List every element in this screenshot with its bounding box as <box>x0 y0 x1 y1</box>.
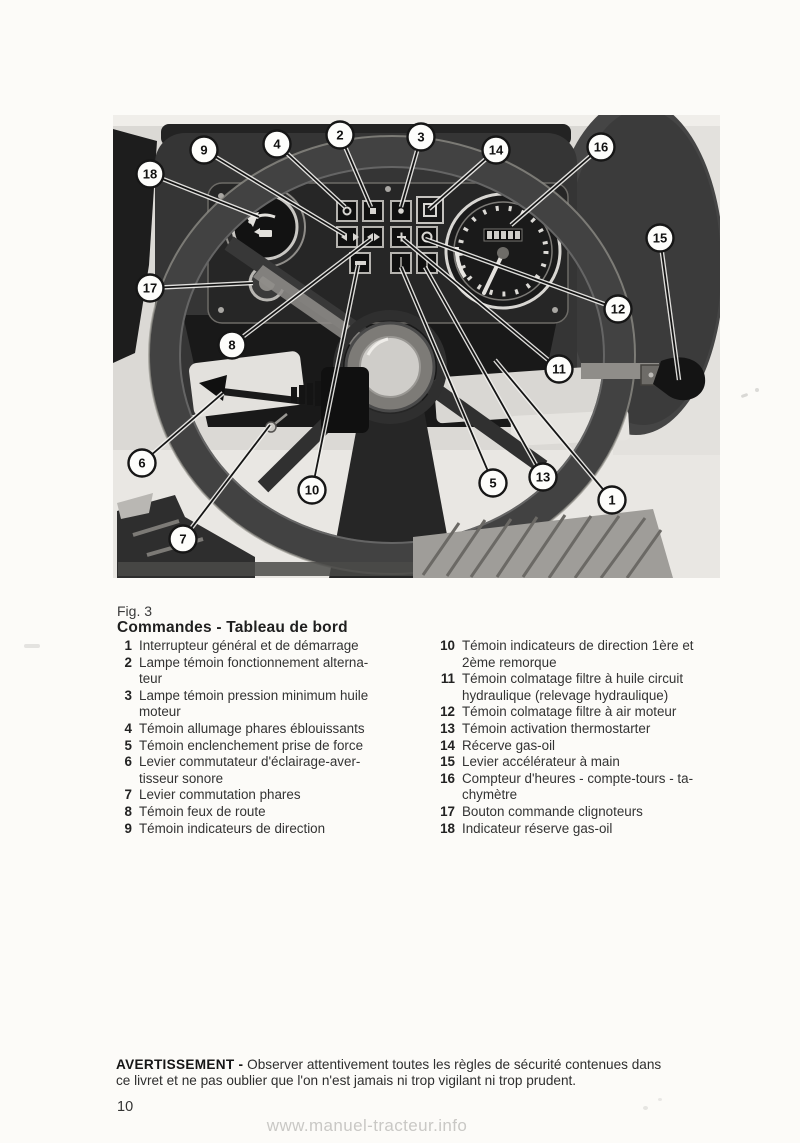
legend-item-text: Témoin indicateurs de direction 1ère et 2ème remorque <box>462 638 694 670</box>
legend-item-number: 9 <box>124 820 132 836</box>
figure-caption: Fig. 3 <box>117 603 153 619</box>
legend-item <box>433 638 735 671</box>
legend-item-text: Levier accélérateur à main <box>462 754 620 770</box>
callout-number: 7 <box>179 531 187 547</box>
callout-number: 16 <box>593 139 609 155</box>
callout-number: 14 <box>488 142 504 158</box>
legend-item-number: 17 <box>440 803 455 819</box>
callout-number: 5 <box>489 475 497 491</box>
scan-smudge <box>755 388 759 392</box>
legend-item-number: 18 <box>440 820 455 836</box>
legend-item <box>117 738 419 755</box>
legend-item-text: Témoin colmatage filtre à air moteur <box>462 704 677 720</box>
callout-number: 12 <box>610 301 626 317</box>
legend-item-number: 7 <box>124 787 132 803</box>
legend-item-text: Lampe témoin fonctionnement alterna- teur <box>139 654 369 687</box>
legend-item-text: Indicateur réserve gas-oil <box>462 820 613 836</box>
callout-number: 6 <box>138 455 146 471</box>
legend-column-right <box>433 638 735 837</box>
legend-item-text: Compteur d'heures - compte-tours - ta- chymètre <box>462 770 694 803</box>
legend-item-text: Levier commutation phares <box>139 787 301 803</box>
callout-number: 3 <box>417 129 425 145</box>
legend-item-text: Interrupteur général et de démarrage <box>139 638 359 653</box>
callout-number: 17 <box>142 280 158 296</box>
legend-item <box>433 738 735 755</box>
legend-item <box>433 771 735 804</box>
legend-item-text: Témoin indicateurs de direction <box>139 820 326 836</box>
legend-item-number: 8 <box>124 803 132 819</box>
legend-item-number: 14 <box>440 737 455 753</box>
legend-column-left <box>117 638 419 837</box>
warning-line1: Observer attentivement toutes les règles de sécurité contenues dans <box>243 1056 662 1072</box>
legend-item-text: Levier commutateur d'éclairage-aver- tisseur sonore <box>139 754 361 786</box>
legend-item-number: 15 <box>440 754 455 770</box>
legend-item <box>433 704 735 721</box>
legend-item-text: Lampe témoin pression minimum huile moteur <box>139 687 369 720</box>
scan-smudge <box>658 1098 662 1101</box>
warning-label: AVERTISSEMENT - <box>116 1056 244 1072</box>
legend-item-text: Témoin allumage phares éblouissants <box>139 720 365 736</box>
callout-number: 18 <box>142 166 158 182</box>
legend-item-number: 1 <box>124 638 132 653</box>
callout-number: 8 <box>228 337 236 353</box>
legend-item-text: Témoin feux de route <box>139 803 266 819</box>
legend-item-number: 3 <box>124 687 132 703</box>
legend-item-text: Bouton commande clignoteurs <box>462 803 643 819</box>
legend-item <box>117 688 419 721</box>
legend-item-number: 13 <box>440 720 455 736</box>
callout-number: 2 <box>336 127 344 143</box>
legend-item-number: 5 <box>124 737 132 753</box>
figure-title: Commandes - Tableau de bord <box>117 619 348 636</box>
scan-smudge <box>643 1106 648 1110</box>
legend-item <box>433 671 735 704</box>
legend-item-text: Témoin enclenchement prise de force <box>139 737 364 753</box>
callout-number: 4 <box>273 136 281 152</box>
scan-smudge <box>741 393 749 398</box>
callout-number: 13 <box>535 469 551 485</box>
callout-number: 15 <box>652 230 668 246</box>
legend-item <box>117 721 419 738</box>
legend-item <box>433 754 735 771</box>
legend-item-text: Témoin activation thermostarter <box>462 720 651 736</box>
legend-item <box>117 638 419 655</box>
legend-item-number: 6 <box>124 754 132 770</box>
legend-item <box>117 655 419 688</box>
callout-number: 9 <box>200 142 208 158</box>
legend-item-number: 16 <box>440 770 455 786</box>
figure-photo <box>113 115 720 578</box>
legend-item <box>433 821 735 838</box>
legend-item-number: 4 <box>124 720 132 736</box>
page-number: 10 <box>117 1099 134 1115</box>
legend-item <box>433 804 735 821</box>
legend-item <box>433 721 735 738</box>
legend-item-text: Témoin colmatage filtre à huile circuit hydraulique (relevage hydraulique) <box>462 671 684 703</box>
callout-number: 10 <box>304 482 320 498</box>
callout-number: 11 <box>552 361 566 377</box>
dashboard-illustration <box>113 115 720 578</box>
warning-paragraph <box>116 1057 741 1091</box>
warning-line2: ce livret et ne pas oublier que l'on n'est jamais ni trop vigilant ni trop prudent. <box>116 1073 577 1089</box>
legend-item <box>117 804 419 821</box>
legend-item <box>117 754 419 787</box>
legend-item-number: 12 <box>440 704 455 720</box>
legend-item-number: 10 <box>440 638 455 653</box>
legend-item-number: 11 <box>440 671 455 687</box>
callout-number: 1 <box>608 492 616 508</box>
legend-item <box>117 821 419 838</box>
legend-item-number: 2 <box>124 654 132 670</box>
scan-smudge <box>24 644 40 648</box>
legend-item <box>117 787 419 804</box>
watermark-url: www.manuel-tracteur.info <box>266 1116 468 1135</box>
legend-item-text: Récerve gas-oil <box>462 737 556 753</box>
